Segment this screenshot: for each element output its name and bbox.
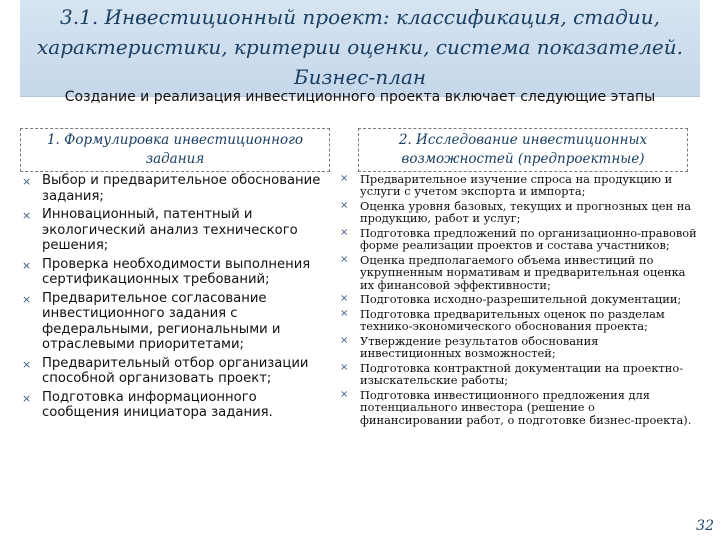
list-item-text: Подготовка предложений по организационно-правовой форме реализации проектов и состава участников; [360,226,697,253]
list-item-text: Оценка уровня базовых, текущих и прогнозных цен на продукцию, работ и услуг; [360,199,692,226]
bullet-cross-icon: × [22,292,32,306]
bullet-cross-icon: × [22,209,32,222]
bullet-cross-icon: × [340,227,349,238]
list-item [22,291,322,353]
bullet-cross-icon: × [340,362,349,373]
list-item-text: Предварительный отбор организации способной организовать проект; [42,355,309,386]
list-item [22,390,322,421]
list-item-text: Подготовка информационного сообщения инициатора задания. [42,389,273,420]
list-item [338,200,700,225]
bullet-cross-icon: × [22,175,32,188]
page-number: 32 [696,518,714,534]
list-item-text: Предварительное изучение спроса на продукцию и услуги с учетом экспорта и импорта; [360,172,673,199]
list-item [22,207,322,254]
list-item [338,293,700,305]
left-column-heading: 1. Формулировка инвестиционного задания [20,128,330,172]
left-column-list [22,173,322,424]
bullet-cross-icon: × [340,308,349,319]
bullet-cross-icon: × [340,293,349,305]
list-item [22,257,322,288]
list-item [338,227,700,252]
bullet-cross-icon: × [340,200,349,211]
slide-subtitle: Создание и реализация инвестиционного проекта включает следующие этапы [64,89,656,105]
bullet-cross-icon: × [22,357,32,371]
list-item [338,335,700,360]
list-item [338,254,700,291]
bullet-cross-icon: × [22,258,32,272]
bullet-cross-icon: × [340,389,349,400]
bullet-cross-icon: × [22,391,32,405]
list-item-text: Инновационный, патентный и экологический анализ технического решения; [42,207,298,253]
list-item [22,356,322,387]
list-item [338,173,700,198]
list-item-text: Подготовка инвестиционного предложения для потенциального инвестора (решение о финансировании работ, о подготовке бизнес-проекта). [360,388,692,427]
list-item [338,389,700,426]
list-item-text: Подготовка контрактной документации на проектно-изыскательские работы; [360,361,684,388]
list-item-text: Подготовка исходно-разрешительной документации; [360,292,682,307]
list-item-text: Выбор и предварительное обоснование задания; [42,173,321,204]
list-item [338,362,700,387]
right-column-heading: 2. Исследование инвестиционных возможностей (предпроектные) [358,128,688,172]
bullet-cross-icon: × [340,173,349,184]
list-item-text: Оценка предполагаемого объема инвестиций по укрупненным нормативам и предварительная оценка их финансовой эффективности; [360,253,686,292]
list-item-text: Подготовка предварительных оценок по разделам технико-экономического обоснования проекта; [360,307,665,334]
right-column-list [338,173,700,428]
bullet-cross-icon: × [340,335,349,346]
list-item-text: Проверка необходимости выполнения сертификационных требований; [42,256,311,287]
slide-title: 3.1. Инвестиционный проект: классификация, стадии, характеристики, критерии оценки, система показателей. Бизнес-план [20,0,700,97]
list-item-text: Предварительное согласование инвестиционного задания с федеральными, региональными и отраслевыми приоритетами; [42,290,281,352]
bullet-cross-icon: × [340,254,349,265]
list-item-text: Утверждение результатов обоснования инвестиционных возможностей; [360,334,599,361]
list-item [338,308,700,333]
list-item [22,173,322,204]
